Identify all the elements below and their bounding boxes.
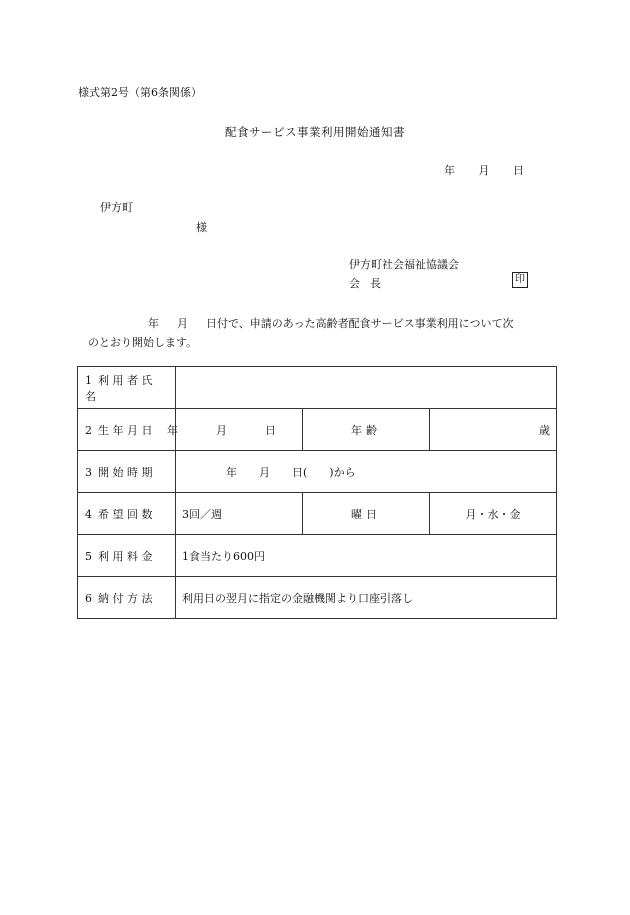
weekday-label: 曜日 — [303, 493, 430, 535]
age-field[interactable]: 歳 — [430, 409, 557, 451]
payment-method-field: 利用日の翌月に指定の金融機関より口座引落し — [176, 577, 557, 619]
start-date-field[interactable]: 年 月 日( )から — [176, 451, 557, 493]
row-label: 5 利用料金 — [78, 535, 176, 577]
body-paragraph — [90, 314, 560, 352]
age-label: 年齢 — [303, 409, 430, 451]
row-label: 2 生年月日 — [78, 409, 176, 451]
row-label: 3 開始時期 — [78, 451, 176, 493]
issue-date — [444, 162, 524, 178]
table-row — [78, 451, 557, 493]
row-label: 4 希望回数 — [78, 493, 176, 535]
body-day-text: 日付で、申請のあった高齢者配食サービス事業利用について次 — [206, 317, 514, 330]
seal-mark: 印 — [512, 272, 528, 288]
form-number-label: 様式第2号（第6条関係） — [78, 86, 202, 99]
table-row — [78, 409, 557, 451]
addressee-town: 伊方町 — [100, 201, 133, 214]
addressee-honorific: 様 — [196, 221, 207, 234]
body-line-2: のとおり開始します。 — [88, 336, 198, 349]
sender-title-b: 長 — [370, 277, 381, 290]
user-name-field[interactable] — [176, 367, 557, 409]
sender-title-a: 会 — [349, 277, 360, 290]
document-title: 配食サービス事業利用開始通知書 — [225, 125, 405, 139]
frequency-field[interactable]: 3回／週 — [176, 493, 303, 535]
sender-title — [349, 275, 381, 291]
body-line-1 — [90, 314, 560, 333]
table-row — [78, 493, 557, 535]
date-day: 日 — [513, 164, 524, 177]
table-row — [78, 535, 557, 577]
body-year: 年 — [148, 317, 159, 330]
table-row — [78, 367, 557, 409]
weekday-field[interactable]: 月・水・金 — [430, 493, 557, 535]
date-month: 月 — [478, 164, 490, 177]
row-label: 6 納付方法 — [78, 577, 176, 619]
row-label: 1 利用者氏名 — [78, 367, 176, 409]
sender-organization: 伊方町社会福祉協議会 — [349, 258, 459, 271]
date-year: 年 — [444, 164, 455, 177]
table-row — [78, 577, 557, 619]
birthdate-field[interactable]: 年 月 日 — [176, 409, 303, 451]
fee-field: 1食当たり600円 — [176, 535, 557, 577]
info-table — [77, 366, 557, 619]
body-month: 月 — [177, 317, 188, 330]
